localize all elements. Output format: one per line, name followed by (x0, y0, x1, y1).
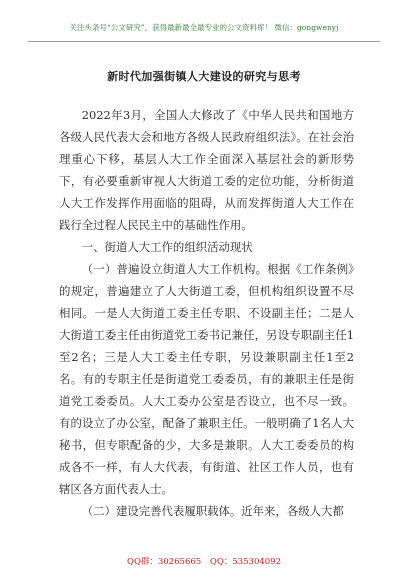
footer-contacts (0, 555, 408, 567)
body-paragraph: （二）建设完善代表履职载体。近年来，各级人大都 (81, 504, 344, 518)
header-divider (28, 41, 380, 42)
qq-number: QQ：535304092 (209, 557, 281, 567)
body-paragraph: （一）普遍设立街道人大工作机构。根据《工作条例》的规定，普遍建立了人大街道工委，但机构组织设置不尽相同。一是人大街道工委主任专职、不设副主任；二是人大街道工委主任由街道党工委书记兼任，另设专职副主任1至2名；三是人大工委主任专职，另设兼职副主任1至2名。有的专职主任是街道党工委委员，有的兼职主任是街道党工委委员。人大工委办公室是否设立，也不尽一致。有的设立了办公室，配备了兼职主任。一般明确了1名人大秘书，但专职配备的少，大多是兼职。人大工委委员的构成各不一样，有人大代表，有街道、社区工作人员，也有辖区各方面代表人士。 (59, 262, 354, 496)
section-heading: 一、街道人大工作的组织活动现状 (81, 240, 253, 254)
document-body (59, 104, 354, 522)
header-promo (0, 22, 408, 33)
qq-group: QQ群：30265665 (126, 557, 202, 567)
promo-text: 关注头条号“公文研究”，获得最新最全最专业的公文资料库！ 微信： (69, 23, 297, 32)
wechat-id[interactable]: gongwenyj (296, 23, 339, 32)
document-title: 新时代加强街镇人大建设的研究与思考 (107, 70, 301, 83)
intro-paragraph: 2022年3月，全国人大修改了《中华人民共和国地方各级人民代表大会和地方各级人民政府组织法》。在社会治理重心下移，基层人大工作全面深入基层社会的新形势下，有必要重新审视人大街道工委的定位功能，分析街道人大工作发挥作用面临的阻碍，从而发挥街道人大工作在践行全过程人民民主中的基础性作用。 (59, 108, 354, 232)
